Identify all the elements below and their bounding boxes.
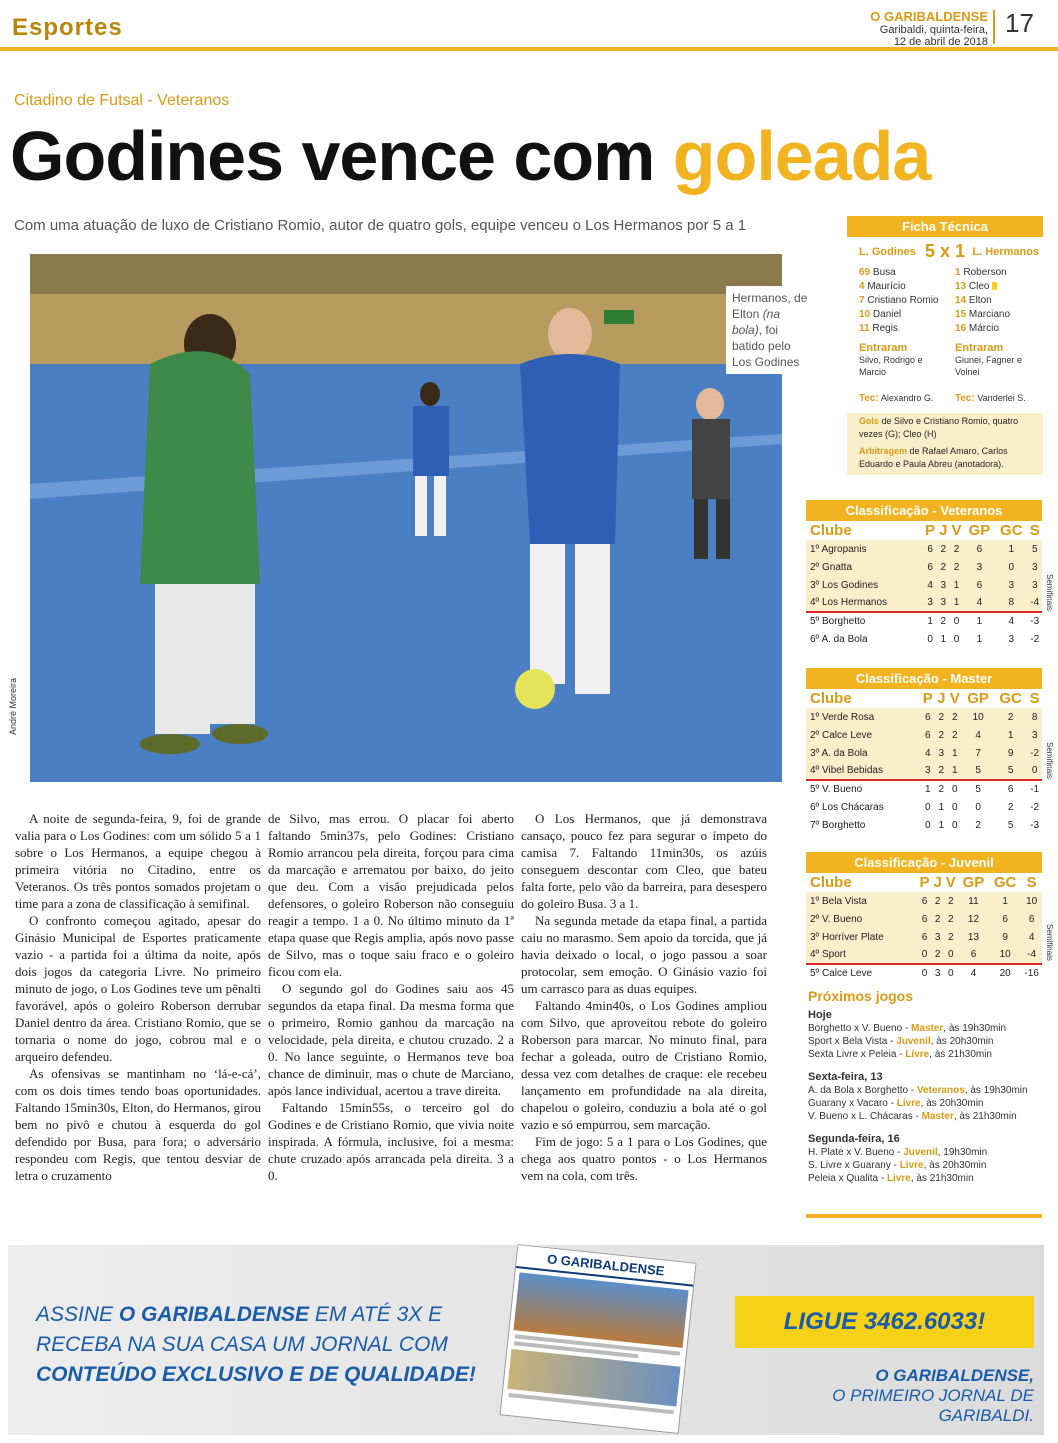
standings-row [806, 910, 1042, 928]
coach-b: Tec: Vanderlei S. [955, 393, 1026, 404]
ficha-subs [847, 336, 1043, 378]
stat-cell: 0 [952, 819, 958, 831]
standings-row [806, 798, 1042, 816]
semifinais-label-veteranos: Semifinais [1045, 574, 1054, 611]
stat-cell: 1 [920, 780, 935, 798]
standings-row [806, 726, 1042, 744]
stat-cell: 5 [994, 762, 1027, 780]
stat-cell: 3 [995, 576, 1027, 594]
headline-highlight: goleada [672, 117, 931, 195]
col-header: GP [967, 690, 989, 707]
standings-row [806, 540, 1042, 558]
col-header: P [925, 522, 936, 539]
col-header: V [949, 690, 960, 707]
next-games-title: Próximos jogos [808, 988, 914, 1004]
team-cell: 5º V. Bueno [806, 780, 920, 798]
team-cell: 4º Los Hermanos [806, 594, 923, 612]
ficha-arbitragem: Arbitragem de Rafael Amaro, Carlos Eduardo e Paula Abreu (anotadora). [859, 446, 1008, 469]
article-column-1 [15, 810, 261, 1184]
standings-master-table [806, 689, 1042, 834]
newspaper-cover-image [500, 1244, 697, 1434]
caption-emphasis: (na bola) [732, 307, 781, 337]
stat-cell: -16 [1021, 964, 1042, 982]
header-date-line2: 12 de abril de 2018 [893, 36, 988, 48]
team-cell: 1º Bela Vista [806, 892, 917, 910]
article-paragraph: Na segunda metade da etapa final, a partida caiu no marasmo. Sem apoio da torcida, que já havia deixado o local, o jogo passou a soar protocolar, sem emoção. O Ginásio vazio foi um carrasco para as duas equipes. [521, 913, 767, 996]
stat-cell: 2 [935, 780, 947, 798]
stat-cell: 4 [962, 726, 994, 744]
stat-cell: 6 [958, 946, 989, 964]
lineup-a-player: 4 Maurício [859, 281, 906, 292]
col-header: Clube [810, 874, 852, 891]
team-cell: 5º Borghetto [806, 612, 923, 630]
stat-cell: 1 [938, 819, 945, 831]
stat-cell: 5 [962, 762, 994, 780]
ficha-gols: Gols de Silvo e Cristiano Romio, quatro vezes (G); Cleo (H) [859, 416, 1019, 439]
stat-cell: 1 [947, 762, 962, 780]
stat-cell: 6 [923, 540, 937, 558]
phone-call-banner[interactable]: LIGUE 3462.6033! [735, 1296, 1034, 1348]
col-header: P [919, 874, 930, 891]
ficha-tecnica [847, 216, 1043, 475]
stat-cell: 10 [962, 708, 994, 726]
stat-cell: 6 [964, 540, 995, 558]
team-cell: 6º A. da Bola [810, 633, 868, 645]
stat-cell: 0 [947, 780, 962, 798]
next-games-day: Segunda-feira, 16 [808, 1133, 900, 1145]
standings-juvenil-title: Classificação - Juvenil [806, 852, 1042, 873]
team-cell: 2º V. Bueno [806, 910, 917, 928]
standings-header-row [806, 689, 1042, 708]
stat-cell: 3 [1028, 558, 1042, 576]
standings-row [806, 780, 1042, 798]
stat-cell: 0 [944, 964, 958, 982]
stat-cell: 1 [923, 612, 937, 630]
stat-cell: 3 [923, 594, 937, 612]
team-cell: 3º A. da Bola [806, 744, 920, 762]
stat-cell: 1 [949, 594, 963, 612]
match-photo [30, 254, 782, 782]
standings-veteranos-table [806, 521, 1042, 648]
article-paragraph: O confronto começou agitado, apesar do Ginásio Municipal de Esportes praticamente vazio - a partida foi a última da noite, após dois jogos da categoria Livre. No primeiro minuto de jogo, o Los Godines teve um pênalti favorável, após o goleiro Roberson derrubar Daniel dentro da área. Cristiano Romio, que se tornaria o nome do jogo, cobrou mal e o arqueiro defendeu. [15, 913, 261, 1064]
article-paragraph: Faltando 4min40s, o Los Godines ampliou com Silvo, que aproveitou rebote do goleiro Roberson para marcar. No minuto final, para fechar a goleada, outro de Cristiano Romio, dessa vez com detalhes de craque: ele recebeu lançamento em profundidade na ala direita, chapelou o goleiro, conduziu a bola até o gol vazio e só empurrou, sem marcação. [521, 998, 767, 1132]
headline-part1: Godines vence com [10, 117, 673, 195]
stat-cell: -2 [1030, 801, 1040, 813]
page-number: 17 [1005, 8, 1034, 38]
standings-row [806, 816, 1042, 834]
standings-header-row [806, 873, 1042, 892]
col-header: P [922, 690, 933, 707]
ad-tagline-2: O PRIMEIRO JORNAL DE GARIBALDI. [832, 1386, 1034, 1425]
stat-cell: 0 [917, 964, 931, 982]
stat-cell: 2 [935, 726, 947, 744]
stat-cell: 10 [989, 946, 1021, 964]
stat-cell: 3 [935, 744, 947, 762]
stat-cell: 6 [920, 726, 935, 744]
ficha-title: Ficha Técnica [847, 216, 1043, 237]
subs-b-names: Giunei, Fagner e Volnei [955, 355, 1023, 377]
stat-cell: 2 [975, 819, 981, 831]
subs-b-label: Entraram [955, 342, 1004, 354]
caption-text-1: Hermanos, de Elton [732, 291, 808, 321]
next-game-item: Peleia x Qualita - Livre, às 21h30min [808, 1173, 974, 1184]
standings-row [806, 630, 1042, 648]
subs-a-names: Silvo, Rodrigo e Marcio [859, 355, 923, 377]
team-cell: 5º Calce Leve [806, 964, 917, 982]
stat-cell: 5 [1028, 540, 1042, 558]
stat-cell: 0 [924, 819, 931, 831]
subs-a [847, 336, 945, 378]
stat-cell: 2 [935, 708, 947, 726]
header-date [828, 24, 988, 48]
team-cell: 4º Vibel Bebidas [806, 762, 920, 780]
stat-cell: 9 [994, 744, 1027, 762]
stat-cell: 0 [975, 801, 981, 813]
standings-veteranos-title: Classificação - Veteranos [806, 500, 1042, 521]
stat-cell: 2 [944, 892, 958, 910]
stat-cell: 4 [958, 964, 989, 982]
stat-cell: 1 [989, 892, 1021, 910]
next-games [808, 990, 1043, 1185]
stat-cell: 1 [976, 633, 983, 645]
coach-a: Tec: Alexandro G. [859, 393, 934, 404]
header-date-line1: Garibaldi, quinta-feira, [879, 24, 988, 36]
stat-cell: 3 [932, 928, 944, 946]
col-header: Clube [810, 690, 852, 707]
col-header: S [1026, 874, 1037, 891]
stat-cell: 3 [1028, 576, 1042, 594]
stat-cell: 6 [923, 558, 937, 576]
team-cell: 6º Los Chácaras [810, 801, 884, 813]
standings-row [806, 964, 1042, 982]
team-cell: 4º Sport [806, 946, 917, 964]
header-separator [993, 10, 995, 44]
subs-b [945, 336, 1043, 378]
ficha-team-b: L. Hermanos [972, 245, 1040, 258]
stat-cell: 0 [995, 558, 1027, 576]
stat-cell: 2 [932, 910, 944, 928]
stat-cell: 12 [958, 910, 989, 928]
caption-text-2: , foi batido pelo Los Godines [732, 323, 800, 369]
ad-tagline [735, 1366, 1034, 1426]
stat-cell: 3 [937, 576, 949, 594]
col-header: J [937, 690, 946, 707]
stat-cell: 1 [938, 801, 945, 813]
ficha-coaches [847, 392, 1043, 405]
stat-cell: 8 [995, 594, 1027, 612]
col-header: J [939, 522, 948, 539]
col-header: J [933, 874, 942, 891]
next-games-day: Hoje [808, 1009, 832, 1021]
team-cell: 3º Los Godines [806, 576, 923, 594]
standings-row [806, 612, 1042, 630]
stat-cell: 4 [1021, 928, 1042, 946]
ad-line-1: ASSINE O GARIBALDENSE EM ATÉ 3X E [36, 1303, 443, 1326]
standings-row [806, 946, 1042, 964]
next-games-bar [806, 1214, 1042, 1218]
stat-cell: 1 [994, 726, 1027, 744]
stat-cell: 20 [989, 964, 1021, 982]
next-game-item: H. Plate x V. Bueno - Juvenil, 19h30min [808, 1147, 988, 1158]
col-header: S [1029, 690, 1040, 707]
standings-master-title: Classificação - Master [806, 668, 1042, 689]
stat-cell: 5 [962, 780, 994, 798]
stat-cell: 2 [949, 540, 963, 558]
stat-cell: 2 [937, 540, 949, 558]
stat-cell: 4 [923, 576, 937, 594]
team-cell: 3º Horríver Plate [806, 928, 917, 946]
standings-row [806, 744, 1042, 762]
col-header: GC [1000, 522, 1023, 539]
stat-cell: 3 [920, 762, 935, 780]
next-game-item: V. Bueno x L. Chácaras - Master, às 21h30min [808, 1111, 1017, 1122]
stat-cell: 6 [917, 892, 931, 910]
stat-cell: 6 [964, 576, 995, 594]
col-header: V [945, 874, 956, 891]
stat-cell: 0 [927, 633, 933, 645]
standings-juvenil-table [806, 873, 1042, 982]
stat-cell: 6 [989, 910, 1021, 928]
article-paragraph: A noite de segunda-feira, 9, foi de grande valia para o Los Godines: com um sólido 5 a 1 sobre o Los Hermanos, a equipe chegou à primeira vitória no Citadino, entre os Veteranos. Os três pontos somados projetam o time para a zona de classificação à semifinal. [15, 811, 261, 911]
ficha-lineups [847, 266, 1043, 336]
photo-caption [726, 286, 816, 374]
team-cell: 1º Agropanis [806, 540, 923, 558]
article-paragraph: Fim de jogo: 5 a 1 para o Los Godines, que chega aos quatro pontos - o Los Hermanos vem na cola, com três. [521, 1134, 767, 1183]
ficha-score-row [847, 241, 1043, 262]
stat-cell: 4 [964, 594, 995, 612]
article-column-3 [521, 810, 767, 1184]
standings-master [806, 668, 1042, 834]
standings-row [806, 892, 1042, 910]
team-cell: 1º Verde Rosa [806, 708, 920, 726]
lineup-b-player: 15 Marciano [955, 309, 1011, 320]
team-cell: 7º Borghetto [810, 819, 866, 831]
headline [10, 116, 930, 196]
ficha-footer [847, 413, 1043, 475]
ad-line-3: CONTEÚDO EXCLUSIVO E DE QUALIDADE! [36, 1363, 476, 1386]
stat-cell: 5 [1007, 819, 1014, 831]
stat-cell: 0 [917, 946, 931, 964]
stat-cell: -2 [1030, 633, 1040, 645]
standings-row [806, 594, 1042, 612]
lineup-b-player: 13 Cleo [955, 280, 1043, 294]
lineup-b-player: 16 Márcio [955, 323, 999, 334]
newspaper-masthead: O GARIBALDENSE [516, 1245, 695, 1286]
col-header: GP [968, 522, 991, 539]
stat-cell: 2 [949, 558, 963, 576]
ficha-score: 5 x 1 [924, 241, 965, 261]
lineup-a-player: 69 Busa [859, 267, 896, 278]
stat-cell: 3 [1008, 633, 1015, 645]
stat-cell: 1 [995, 540, 1027, 558]
next-game-item: Guarany x Vacaro - Livre, às 20h30min [808, 1098, 984, 1109]
lineup-b [945, 266, 1043, 336]
stat-cell: -4 [1028, 594, 1042, 612]
stat-cell: 1 [964, 612, 995, 630]
stat-cell: 6 [917, 910, 931, 928]
standings-header-row [806, 521, 1042, 540]
standings-row [806, 928, 1042, 946]
stat-cell: 2 [932, 892, 944, 910]
next-game-item: Sport x Bela Vista - Juvenil, às 20h30min [808, 1036, 994, 1047]
stat-cell: 13 [958, 928, 989, 946]
article-column-2 [268, 810, 514, 1184]
col-header: Clube [810, 522, 852, 539]
article-paragraph: de Silvo, mas errou. O placar foi aberto faltando 5min37s, pelo Godines: Cristiano Romio arrancou pela direita, forçou para cima da marcação e arrematou por baixo, do jeito que deu. Com a visão prejudicada pelos defensores, o goleiro Roberson não conseguiu reagir a tempo. 1 a 0. No último minuto da 1ª etapa quase que Regis amplia, após novo passe de Silvo, mas o toque saiu fraco e o goleiro ficou com ela. [268, 811, 514, 979]
stat-cell: 2 [1007, 801, 1014, 813]
stat-cell: 0 [924, 801, 931, 813]
next-game-item: A. da Bola x Borghetto - Veteranos, às 19h30min [808, 1085, 1028, 1096]
col-header: S [1029, 522, 1040, 539]
next-game-item: Borghetto x V. Bueno - Master, às 19h30min [808, 1023, 1007, 1034]
next-games-list [808, 1009, 1043, 1185]
stat-cell: 3 [1027, 726, 1042, 744]
semifinais-label-juvenil: Semifinais [1045, 924, 1054, 961]
stat-cell: -1 [1027, 780, 1042, 798]
stat-cell: -3 [1028, 612, 1042, 630]
lineup-a-player: 7 Cristiano Romio [859, 295, 939, 306]
yellow-card-icon [992, 282, 997, 290]
col-header: V [951, 522, 962, 539]
standings-row [806, 558, 1042, 576]
ad-pitch [36, 1300, 476, 1390]
stat-cell: 0 [944, 946, 958, 964]
stat-cell: 6 [920, 708, 935, 726]
article-paragraph: O Los Hermanos, que já demonstrava cansaço, pouco fez para segurar o ímpeto do camisa 7. Faltando 11min30s, os azúis conseguem descontar com Cleo, que bateu falta forte, pelo vão da barreira, para desespero do goleiro Busa. 3 a 1. [521, 811, 767, 911]
stat-cell: 8 [1027, 708, 1042, 726]
stat-cell: 3 [932, 964, 944, 982]
stat-cell: 2 [944, 928, 958, 946]
stat-cell: 6 [994, 780, 1027, 798]
ad-line-2: RECEBA NA SUA CASA UM JORNAL COM [36, 1333, 448, 1356]
lineup-b-player: 14 Elton [955, 295, 992, 306]
stat-cell: 4 [920, 744, 935, 762]
stat-cell: 2 [937, 612, 949, 630]
photo-credit: André Moreira [8, 677, 18, 735]
stat-cell: 11 [958, 892, 989, 910]
stat-cell: 6 [917, 928, 931, 946]
next-game-item: Sexta Livre x Peleia - Livre, às 21h30min [808, 1049, 992, 1060]
stat-cell: 0 [1027, 762, 1042, 780]
standings-row [806, 576, 1042, 594]
stat-cell: 2 [935, 762, 947, 780]
standings-juvenil [806, 852, 1042, 982]
stat-cell: 1 [940, 633, 947, 645]
stat-cell: 9 [989, 928, 1021, 946]
next-games-day: Sexta-feira, 13 [808, 1071, 883, 1083]
col-header: GC [999, 690, 1022, 707]
article-paragraph: Faltando 15min55s, o terceiro gol do Godines e de Cristiano Romio, que vivia noite inspirada. A fórmula, inclusive, foi a mesma: chute cruzado após arrancada pela direita. 3 a 0. [268, 1100, 514, 1183]
stat-cell: 2 [937, 558, 949, 576]
stat-cell: 7 [962, 744, 994, 762]
article-paragraph: As ofensivas se mantinham no ‘lá-e-cá’, com os dois times tendo boas oportunidades. Faltando 15min30s, Elton, do Hermanos, girou bem no pivô e chutou à esquerda do gol defendido por Busa, para fora; o adversário respondeu com Regis, que tentou desviar de letra o cruzamento [15, 1066, 261, 1183]
stat-cell: 3 [937, 594, 949, 612]
stat-cell: 6 [1021, 910, 1042, 928]
article-paragraph: O segundo gol do Godines saiu aos 45 segundos da etapa final. Da mesma forma que o primeiro, Romio ganhou da marcação na velocidade, pela direita, e chutou cruzado. 2 a 0. No lance seguinte, o Hermanos teve boa chance de diminuir, mas o chute de Marciano, após lance individual, acertou a trave direita. [268, 981, 514, 1098]
header-brand: O GARIBALDENSE [870, 9, 988, 24]
col-header: GC [993, 874, 1017, 891]
stat-cell: -3 [1030, 819, 1040, 831]
col-header: GP [962, 874, 985, 891]
stat-cell: 2 [947, 726, 962, 744]
standings-row [806, 708, 1042, 726]
lineup-a-player: 10 Daniel [859, 309, 902, 320]
ficha-team-a: L. Godines [859, 245, 916, 258]
ad-tagline-1: O GARIBALDENSE, [875, 1366, 1034, 1385]
next-game-item: S. Livre x Guarany - Livre, às 20h30min [808, 1160, 987, 1171]
lineup-a [847, 266, 945, 336]
stat-cell: 1 [947, 744, 962, 762]
stat-cell: -2 [1027, 744, 1042, 762]
stat-cell: 4 [995, 612, 1027, 630]
deck: Com uma atuação de luxo de Cristiano Romio, autor de quatro gols, equipe venceu o Los Hermanos por 5 a 1 [14, 217, 747, 234]
subs-a-label: Entraram [859, 342, 908, 354]
team-cell: 2º Gnatta [806, 558, 923, 576]
lineup-b-player: 1 Roberson [955, 267, 1007, 278]
stat-cell: 2 [994, 708, 1027, 726]
stat-cell: 10 [1021, 892, 1042, 910]
standings-veteranos [806, 500, 1042, 648]
stat-cell: 0 [949, 612, 963, 630]
futsal-scene-illustration [30, 254, 782, 782]
stat-cell: 1 [949, 576, 963, 594]
stat-cell: 2 [932, 946, 944, 964]
section-title: Esportes [12, 14, 123, 41]
standings-row [806, 762, 1042, 780]
semifinais-label-master: Semifinais [1045, 742, 1054, 779]
lineup-a-player: 11 Regis [859, 323, 898, 334]
stat-cell: -4 [1021, 946, 1042, 964]
stat-cell: 2 [947, 708, 962, 726]
team-cell: 2º Calce Leve [806, 726, 920, 744]
stat-cell: 2 [944, 910, 958, 928]
stat-cell: 0 [953, 633, 960, 645]
stat-cell: 3 [964, 558, 995, 576]
stat-cell: 0 [952, 801, 958, 813]
kicker: Citadino de Futsal - Veteranos [14, 92, 230, 109]
